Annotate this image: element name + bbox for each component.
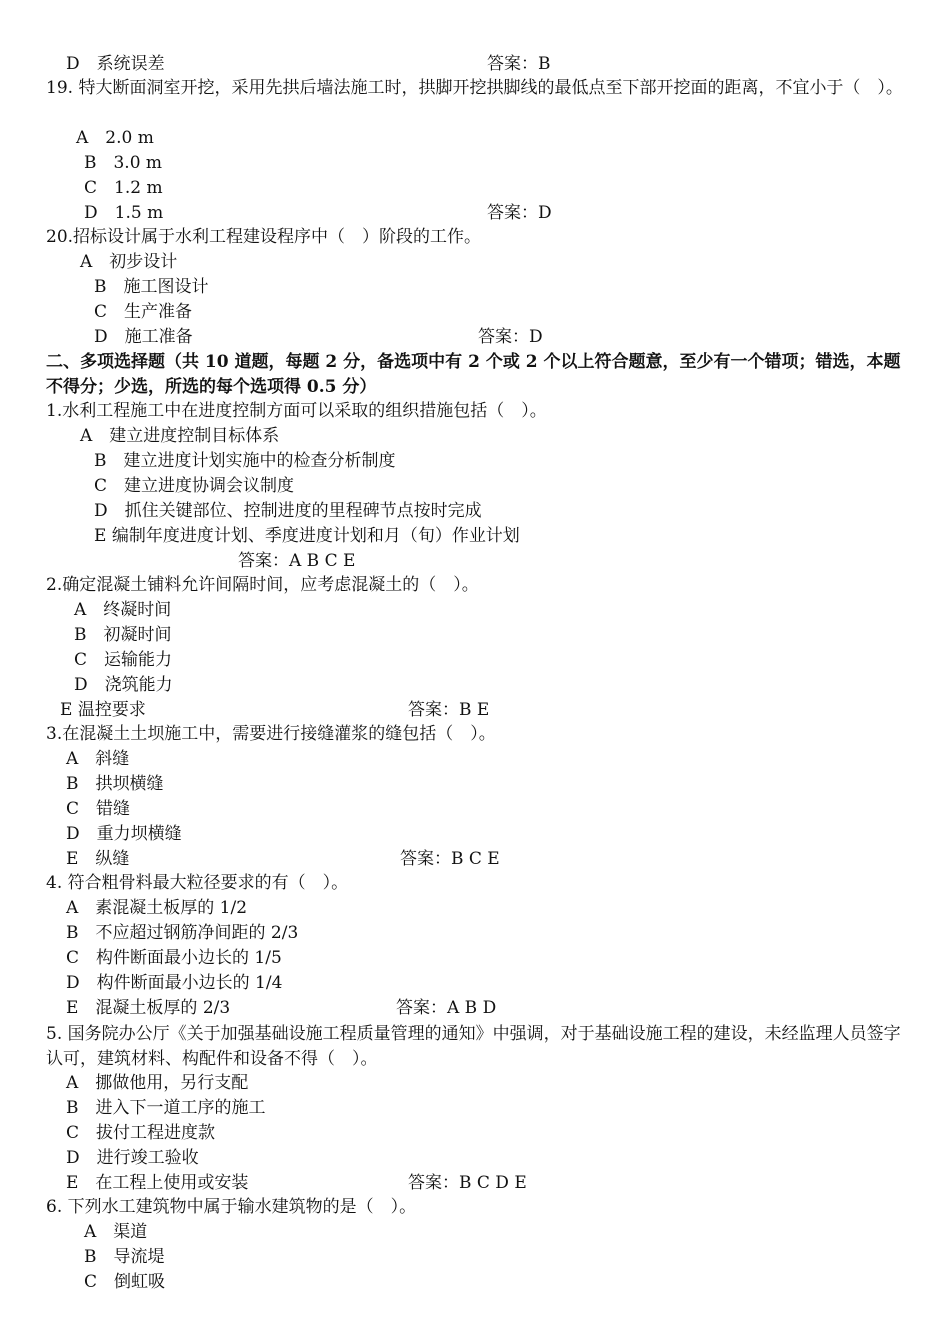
option-line: C 生产准备: [94, 302, 193, 322]
section-heading-multiple-choice: 二、多项选择题（共 10 道题，每题 2 分，备选项中有 2 个或 2 个以上符合题意，至少有一个错项；错选，本题不得分；少选，所选的每个选项得 0.5 分）: [46, 352, 901, 397]
option-line: A 终凝时间: [74, 600, 172, 620]
option-line: D 抓住关键部位、控制进度的里程碑节点按时完成: [94, 501, 482, 521]
option-line: C 错缝: [66, 799, 131, 819]
answer-line: 答案：B C D E: [408, 1173, 527, 1193]
option-line: B 初凝时间: [74, 625, 172, 645]
question-m1: 1.水利工程施工中在进度控制方面可以采取的组织措施包括（ ）。: [46, 401, 547, 421]
option-line: B 进入下一道工序的施工: [66, 1098, 266, 1118]
option-line: A 素混凝土板厚的 1/2: [66, 898, 248, 918]
answer-line: 答案：D: [487, 203, 552, 223]
option-line: A 斜缝: [66, 749, 130, 769]
option-line: C 拔付工程进度款: [66, 1123, 216, 1143]
option-line: D 1.5 m: [84, 203, 164, 223]
option-line: A 挪做他用，另行支配: [66, 1073, 249, 1093]
option-line: B 建立进度计划实施中的检查分析制度: [94, 451, 396, 471]
answer-line: 答案：B E: [408, 700, 490, 720]
option-line: E 温控要求: [60, 700, 146, 720]
option-line: E 在工程上使用或安装: [66, 1173, 249, 1193]
question-m5: 5. 国务院办公厅《关于加强基础设施工程质量管理的通知》中强调，对于基础设施工程的建设，未经监理人员签字认可，建筑材料、构配件和设备不得（ ）。: [46, 1024, 901, 1069]
option-line: B 导流堤: [84, 1247, 165, 1267]
option-line: D 系统误差: [66, 54, 165, 74]
option-line: E 纵缝: [66, 849, 130, 869]
answer-line: 答案：D: [478, 327, 543, 347]
question-m4: 4. 符合粗骨料最大粒径要求的有（ ）。: [46, 873, 349, 893]
question-20: 20.招标设计属于水利工程建设程序中（ ）阶段的工作。: [46, 227, 482, 247]
option-line: C 构件断面最小边长的 1/5: [66, 948, 282, 968]
question-m3: 3.在混凝土土坝施工中，需要进行接缝灌浆的缝包括（ ）。: [46, 724, 496, 744]
option-line: D 构件断面最小边长的 1/4: [66, 973, 283, 993]
option-line: B 拱坝横缝: [66, 774, 164, 794]
option-line: B 不应超过钢筋净间距的 2/3: [66, 923, 299, 943]
question-m2: 2.确定混凝土铺料允许间隔时间，应考虑混凝土的（ ）。: [46, 575, 479, 595]
question-m6: 6. 下列水工建筑物中属于输水建筑物的是（ ）。: [46, 1197, 417, 1217]
option-line: E 编制年度进度计划、季度进度计划和月（旬）作业计划: [94, 526, 520, 546]
option-line: A 渠道: [84, 1222, 148, 1242]
option-line: C 倒虹吸: [84, 1272, 166, 1292]
option-line: B 3.0 m: [84, 153, 163, 173]
answer-line: 答案：A B C E: [238, 551, 356, 571]
option-line: C 建立进度协调会议制度: [94, 476, 295, 496]
option-line: C 运输能力: [74, 650, 173, 670]
option-line: C 1.2 m: [84, 178, 163, 198]
option-line: D 重力坝横缝: [66, 824, 182, 844]
answer-line: 答案：B C E: [400, 849, 500, 869]
option-line: A 初步设计: [80, 252, 178, 272]
option-line: B 施工图设计: [94, 277, 209, 297]
question-19: 19. 特大断面洞室开挖，采用先拱后墙法施工时，拱脚开挖拱脚线的最低点至下部开挖面的距离，不宜小于（ ）。: [46, 78, 903, 98]
option-line: D 浇筑能力: [74, 675, 173, 695]
answer-line: 答案：B: [487, 54, 551, 74]
option-line: A 2.0 m: [76, 128, 154, 148]
option-line: E 混凝土板厚的 2/3: [66, 998, 231, 1018]
option-line: D 进行竣工验收: [66, 1148, 199, 1168]
answer-line: 答案：A B D: [396, 998, 497, 1018]
option-line: A 建立进度控制目标体系: [80, 426, 280, 446]
option-line: D 施工准备: [94, 327, 193, 347]
